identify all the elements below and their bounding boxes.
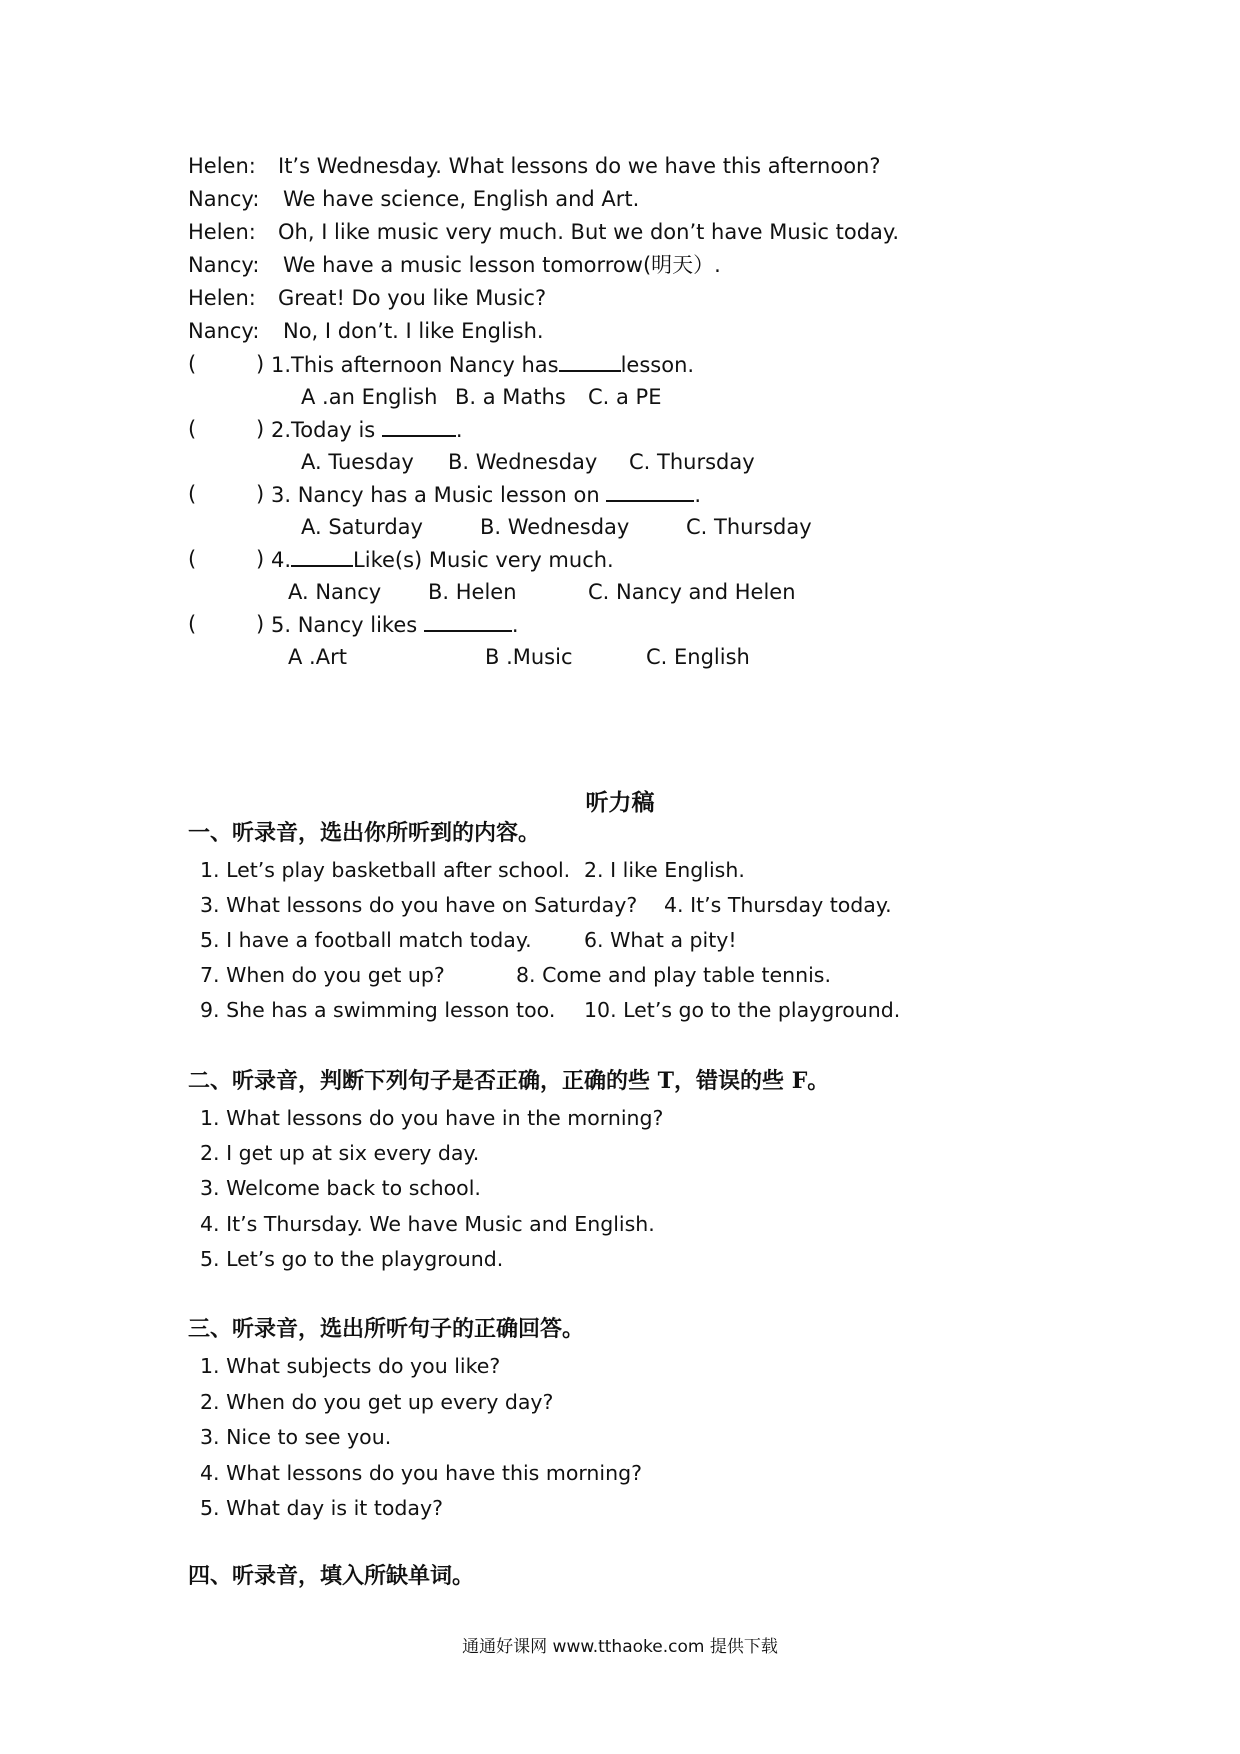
option: B. Helen (428, 580, 517, 604)
option: C. Nancy and Helen (588, 580, 796, 604)
section-heading: 三、听录音，选出所听句子的正确回答。 (188, 1316, 585, 1342)
dialogue-speaker: Helen: (188, 154, 256, 178)
list-item: 5. What day is it today? (200, 1496, 443, 1520)
answer-blank (291, 545, 353, 567)
question-before: 2.Today is (271, 418, 376, 442)
option: C. Thursday (629, 450, 755, 474)
question-after: . (694, 483, 702, 507)
option: A .an English (301, 385, 438, 409)
dialogue-line (188, 317, 544, 345)
option: C. English (646, 645, 750, 669)
dialogue-line (188, 251, 721, 279)
dialogue-speaker: Helen: (188, 220, 256, 244)
question-text (271, 545, 614, 574)
answer-paren-close: ) (256, 352, 265, 376)
list-item: 10. Let’s go to the playground. (584, 998, 901, 1022)
dialogue-line (188, 218, 899, 246)
option: A. Saturday (301, 515, 423, 539)
dialogue-speaker: Nancy: (188, 253, 260, 277)
list-item: 7. When do you get up? (200, 963, 445, 987)
option: A .Art (288, 645, 347, 669)
option: B. Wednesday (480, 515, 630, 539)
answer-blank (606, 480, 694, 502)
list-item: 1. What lessons do you have in the morning? (200, 1106, 664, 1130)
page-footer: 通通好课网 www.tthaoke.com 提供下载 (462, 1637, 778, 1657)
option: B .Music (485, 645, 573, 669)
answer-paren-open: ( (188, 417, 197, 441)
transcript-title: 听力稿 (585, 789, 655, 816)
answer-paren-open: ( (188, 482, 197, 506)
list-item: 5. Let’s go to the playground. (200, 1247, 504, 1271)
dialogue-text: We have science, English and Art. (283, 187, 640, 211)
list-item: 4. It’s Thursday. We have Music and English. (200, 1212, 655, 1236)
question-text (271, 480, 701, 509)
question-after: . (455, 418, 463, 442)
dialogue-text: It’s Wednesday. What lessons do we have this afternoon? (278, 154, 881, 178)
answer-paren-close: ) (256, 482, 265, 506)
list-item: 4. What lessons do you have this morning? (200, 1461, 643, 1485)
question-text (271, 350, 694, 379)
option: A. Tuesday (301, 450, 414, 474)
question-before: 5. Nancy likes (271, 613, 418, 637)
option: C. Thursday (686, 515, 812, 539)
option: A. Nancy (288, 580, 382, 604)
answer-paren-open: ( (188, 547, 197, 571)
list-item: 2. I get up at six every day. (200, 1141, 480, 1165)
list-item: 3. Nice to see you. (200, 1425, 392, 1449)
list-item: 8. Come and play table tennis. (516, 963, 831, 987)
question-after: lesson. (620, 353, 695, 377)
dialogue-speaker: Nancy: (188, 187, 260, 211)
list-item: 2. I like English. (584, 858, 745, 882)
list-item: 3. What lessons do you have on Saturday? (200, 893, 638, 917)
answer-paren-close: ) (256, 547, 265, 571)
dialogue-speaker: Helen: (188, 286, 256, 310)
list-item: 9. She has a swimming lesson too. (200, 998, 556, 1022)
question-before: 4. (271, 548, 292, 572)
question-before: 3. Nancy has a Music lesson on (271, 483, 600, 507)
list-item: 1. What subjects do you like? (200, 1354, 501, 1378)
answer-blank (424, 610, 512, 632)
answer-blank (559, 350, 621, 372)
list-item: 4. It’s Thursday today. (664, 893, 892, 917)
answer-paren-close: ) (256, 417, 265, 441)
dialogue-speaker: Nancy: (188, 319, 260, 343)
answer-paren-open: ( (188, 352, 197, 376)
section-heading: 四、听录音，填入所缺单词。 (188, 1563, 475, 1589)
question-after: . (511, 613, 519, 637)
dialogue-text: We have a music lesson tomorrow(明天）. (283, 253, 721, 277)
list-item: 3. Welcome back to school. (200, 1176, 481, 1200)
dialogue-line (188, 284, 546, 312)
answer-paren-open: ( (188, 612, 197, 636)
dialogue-text: Oh, I like music very much. But we don’t have Music today. (278, 220, 900, 244)
question-before: 1.This afternoon Nancy has (271, 353, 559, 377)
dialogue-text: No, I don’t. I like English. (283, 319, 544, 343)
question-after: Like(s) Music very much. (353, 548, 614, 572)
section-heading: 一、听录音，选出你所听到的内容。 (188, 820, 541, 846)
list-item: 2. When do you get up every day? (200, 1390, 554, 1414)
dialogue-text: Great! Do you like Music? (278, 286, 547, 310)
list-item: 5. I have a football match today. (200, 928, 532, 952)
option: B. Wednesday (448, 450, 598, 474)
option: B. a Maths (455, 385, 566, 409)
list-item: 1. Let’s play basketball after school. (200, 858, 571, 882)
section-heading: 二、听录音，判断下列句子是否正确，正确的些 T，错误的些 F。 (188, 1068, 830, 1094)
list-item: 6. What a pity! (584, 928, 737, 952)
answer-paren-close: ) (256, 612, 265, 636)
option: C. a PE (588, 385, 662, 409)
question-text (271, 415, 463, 444)
answer-blank (382, 415, 456, 437)
dialogue-line (188, 185, 639, 213)
dialogue-line (188, 152, 881, 180)
question-text (271, 610, 519, 639)
